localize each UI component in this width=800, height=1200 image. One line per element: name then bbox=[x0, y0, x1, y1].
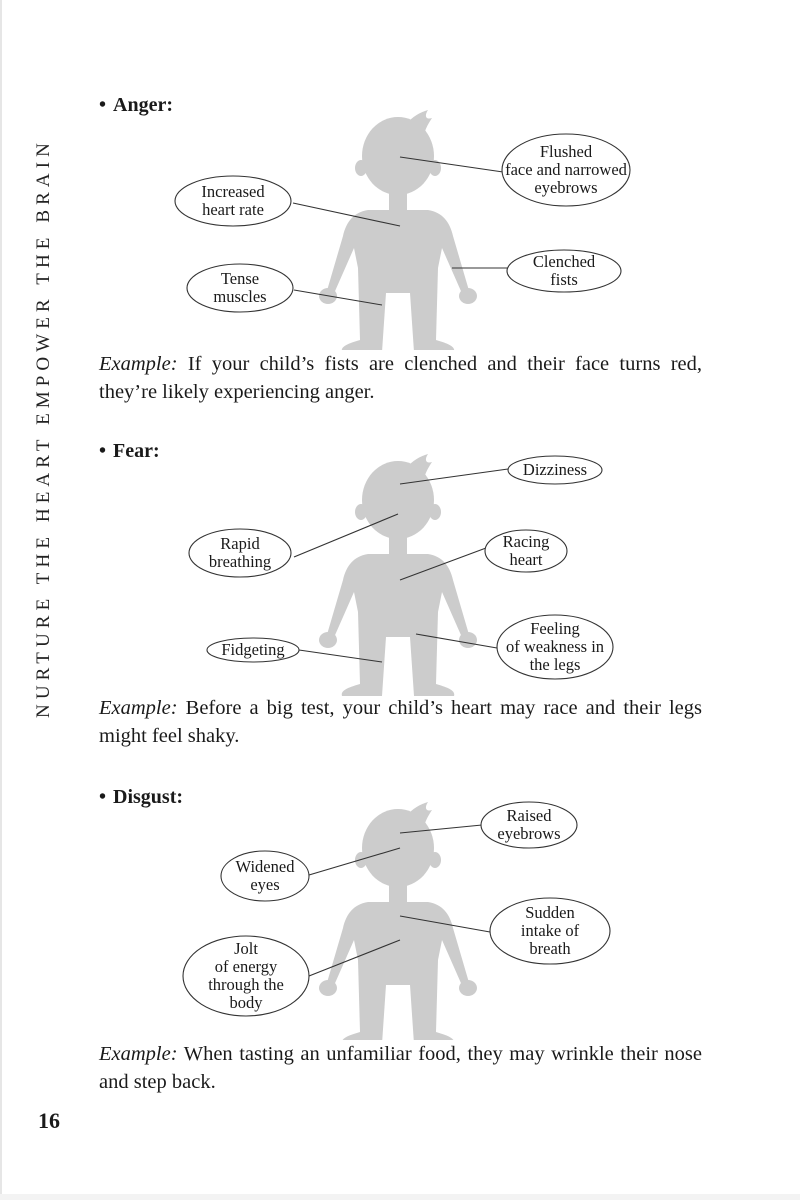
symptom-label: fists bbox=[550, 270, 578, 289]
heading-text: Disgust: bbox=[113, 786, 184, 808]
bullet-icon: • bbox=[99, 440, 107, 462]
symptom-label: Rapid bbox=[220, 534, 260, 553]
symptom-label: body bbox=[229, 993, 263, 1012]
symptom-label: of weakness in bbox=[505, 637, 605, 656]
symptom-label: Fidgeting bbox=[221, 640, 285, 659]
symptom-label: of energy bbox=[214, 957, 278, 976]
heading-text: Fear: bbox=[113, 440, 160, 462]
example-lead: Example: bbox=[99, 1043, 178, 1065]
example-lead: Example: bbox=[99, 697, 178, 719]
running-head: NURTURE THE HEART EMPOWER THE BRAIN bbox=[33, 138, 54, 718]
symptom-label: Raised bbox=[506, 806, 552, 825]
page-bottom-edge bbox=[0, 1194, 800, 1200]
example-text: Before a big test, your child’s heart may race and their legs might feel shaky. bbox=[99, 697, 703, 747]
symptom-label: Widened bbox=[235, 857, 295, 876]
symptom-label: breath bbox=[529, 939, 571, 958]
bullet-icon: • bbox=[99, 786, 107, 808]
page-number: 16 bbox=[38, 1108, 60, 1133]
example-text: If your child’s fists are clenched and their face turns red, they’re likely experiencing anger. bbox=[99, 353, 702, 403]
symptom-label: the legs bbox=[529, 655, 581, 674]
symptom-label: Flushed bbox=[539, 142, 593, 161]
symptom-label: Jolt bbox=[234, 939, 258, 958]
symptom-label: heart bbox=[509, 550, 543, 569]
symptom-label: eyebrows bbox=[534, 178, 598, 197]
symptom-label: breathing bbox=[208, 552, 272, 571]
symptom-label: muscles bbox=[213, 287, 267, 306]
example-disgust bbox=[99, 1040, 702, 1096]
child-silhouette bbox=[319, 802, 477, 1040]
symptom-label: face and narrowed bbox=[505, 160, 627, 179]
symptom-label: Dizziness bbox=[522, 460, 588, 479]
symptom-label: Feeling bbox=[530, 619, 580, 638]
symptom-label: intake of bbox=[520, 921, 580, 940]
heading-text: Anger: bbox=[113, 94, 173, 116]
symptom-label: Sudden bbox=[525, 903, 575, 922]
symptom-label: heart rate bbox=[202, 200, 264, 219]
symptom-label: eyebrows bbox=[497, 824, 561, 843]
example-text: When tasting an unfamiliar food, they may wrinkle their nose and step back. bbox=[99, 1043, 702, 1093]
symptom-label: Racing bbox=[502, 532, 550, 551]
example-lead: Example: bbox=[99, 353, 178, 375]
symptom-label: Increased bbox=[201, 182, 265, 201]
symptom-label: Tense bbox=[220, 269, 260, 288]
symptom-label: eyes bbox=[250, 875, 280, 894]
symptom-label: Clenched bbox=[532, 252, 596, 271]
symptom-label: through the bbox=[208, 975, 284, 994]
bullet-icon: • bbox=[99, 94, 107, 116]
